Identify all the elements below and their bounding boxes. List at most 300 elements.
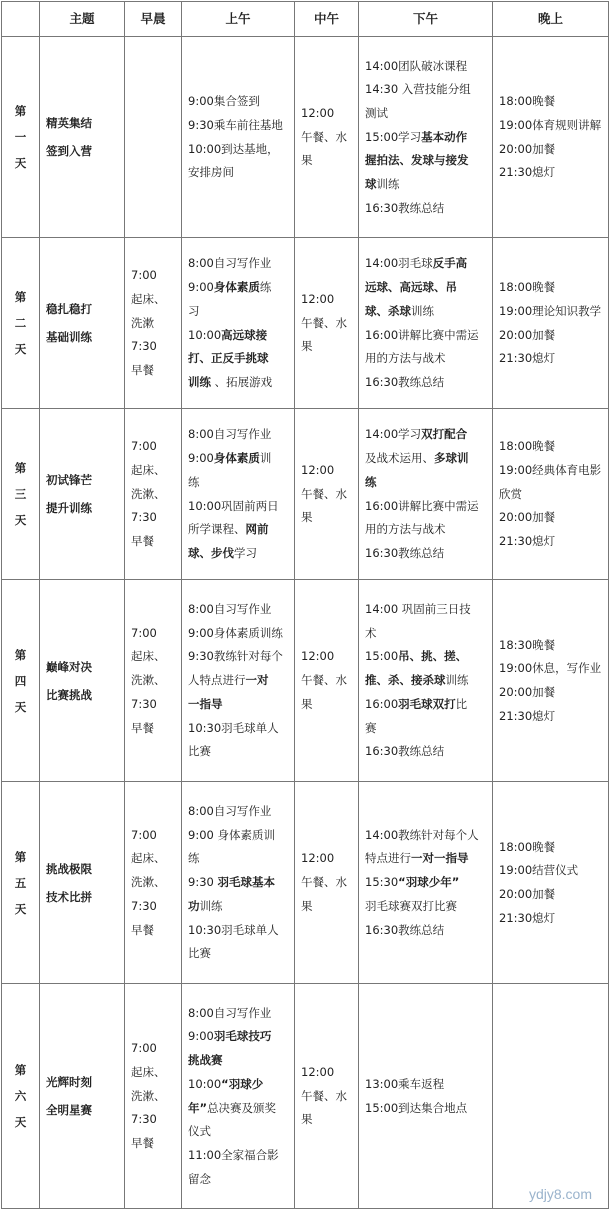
morning-line bbox=[188, 1171, 288, 1188]
afternoon-line bbox=[365, 129, 486, 146]
theme-line: 比赛挑战 bbox=[46, 687, 92, 702]
morning-line bbox=[188, 1100, 288, 1117]
text-segment: 特点进行 bbox=[365, 851, 411, 866]
bold-text: 球、杀球 bbox=[365, 303, 411, 318]
day-label-char: 第 bbox=[14, 104, 27, 118]
early-morning-line: 7:00 bbox=[131, 439, 157, 454]
day-row bbox=[2, 409, 609, 580]
text-segment: 8:00自习写作业 bbox=[188, 427, 272, 442]
evening-line: 21:30熄灯 bbox=[499, 708, 556, 723]
text-segment: 训练 bbox=[199, 898, 223, 913]
evening-cell bbox=[493, 238, 609, 409]
early-morning-cell bbox=[125, 37, 182, 238]
text-segment: 人特点进行 bbox=[188, 673, 246, 688]
morning-line bbox=[188, 874, 288, 891]
header-row bbox=[2, 2, 609, 37]
text-segment: 14:00羽毛球 bbox=[365, 256, 433, 271]
morning-line bbox=[188, 1052, 288, 1069]
text-segment: 学习 bbox=[234, 545, 257, 560]
evening-line: 19:00休息，写作业 bbox=[499, 661, 602, 676]
theme-line: 提升训练 bbox=[46, 501, 92, 515]
evening-line: 19:00理论知识教学 bbox=[499, 303, 602, 318]
evening-line: 18:00晚餐 bbox=[499, 94, 556, 109]
day-label bbox=[2, 580, 40, 782]
text-segment: 训练 bbox=[411, 303, 434, 318]
text-segment: 9:00 bbox=[188, 280, 214, 295]
theme-cell bbox=[40, 984, 125, 1209]
noon-line: 午餐、水 bbox=[301, 1088, 347, 1103]
morning-line bbox=[188, 374, 288, 391]
noon-line: 午餐、水 bbox=[301, 315, 347, 330]
bold-text: 高远球接 bbox=[221, 327, 268, 342]
afternoon-line bbox=[365, 152, 486, 169]
day-row bbox=[2, 37, 609, 238]
morning-line bbox=[188, 672, 288, 689]
noon-line: 午餐、水 bbox=[301, 129, 347, 144]
afternoon-cell bbox=[359, 580, 493, 782]
evening-cell bbox=[493, 984, 609, 1209]
early-morning-line: 7:00 bbox=[131, 1041, 157, 1056]
morning-line bbox=[188, 922, 288, 939]
morning-cell bbox=[182, 238, 295, 409]
theme-line: 基础训练 bbox=[46, 330, 92, 344]
noon-line: 12:00 bbox=[301, 105, 335, 120]
theme-line: 精英集结 bbox=[46, 116, 92, 130]
early-morning-line: 早餐 bbox=[131, 363, 154, 377]
early-morning-cell bbox=[125, 238, 182, 409]
afternoon-line bbox=[365, 850, 486, 867]
early-morning-line: 7:30 bbox=[131, 1112, 157, 1127]
header-cell-early-morning: 早晨 bbox=[125, 2, 182, 37]
text-segment: 15:30 bbox=[365, 875, 399, 890]
morning-line bbox=[188, 1028, 288, 1045]
morning-line bbox=[188, 350, 288, 367]
early-morning-line: 7:30 bbox=[131, 510, 157, 525]
morning-line bbox=[188, 141, 288, 158]
theme-cell bbox=[40, 37, 125, 238]
afternoon-line bbox=[365, 827, 486, 844]
afternoon-line bbox=[365, 720, 486, 737]
text-segment: 14:00学习 bbox=[365, 427, 422, 442]
noon-line: 午餐、水 bbox=[301, 875, 347, 890]
evening-line: 20:00加餐 bbox=[499, 141, 556, 156]
early-morning-line: 早餐 bbox=[131, 922, 154, 937]
early-morning-line: 7:30 bbox=[131, 898, 157, 913]
bold-text: 一对一指导 bbox=[411, 851, 469, 866]
noon-cell bbox=[295, 238, 359, 409]
text-segment: 训练 bbox=[445, 673, 469, 688]
afternoon-line bbox=[365, 743, 486, 760]
day-label bbox=[2, 37, 40, 238]
header-cell-afternoon: 下午 bbox=[359, 2, 493, 37]
evening-line: 21:30熄灯 bbox=[499, 534, 556, 548]
early-morning-line: 洗漱、 bbox=[131, 1088, 166, 1103]
morning-line bbox=[188, 426, 288, 443]
bold-text: 打、正反手挑球 bbox=[188, 351, 269, 366]
header-cell-noon: 中午 bbox=[295, 2, 359, 37]
bold-text: 羽毛球双打 bbox=[398, 696, 456, 711]
afternoon-cell bbox=[359, 37, 493, 238]
day-label-char: 三 bbox=[14, 487, 27, 501]
text-segment: 11:00全家福合影 bbox=[188, 1147, 279, 1162]
afternoon-line bbox=[365, 279, 486, 296]
bold-text: 一对 bbox=[245, 673, 269, 688]
afternoon-line bbox=[365, 1100, 486, 1117]
morning-line bbox=[188, 648, 288, 665]
morning-line bbox=[188, 898, 288, 915]
afternoon-line bbox=[365, 176, 486, 193]
text-segment: 练 bbox=[188, 851, 200, 866]
noon-line: 12:00 bbox=[301, 649, 335, 664]
morning-line bbox=[188, 450, 288, 467]
text-segment: 9:00身体素质训练 bbox=[188, 625, 283, 640]
text-segment: 比赛 bbox=[188, 946, 211, 961]
evening-line: 19:00经典体育电影 bbox=[499, 462, 602, 477]
day-label bbox=[2, 984, 40, 1209]
afternoon-cell bbox=[359, 409, 493, 580]
text-segment: 比 bbox=[455, 696, 468, 711]
text-segment: 8:00自习写作业 bbox=[188, 1005, 272, 1020]
afternoon-line bbox=[365, 898, 486, 915]
text-segment: 14:00团队破冰课程 bbox=[365, 58, 468, 73]
theme-line: 光辉时刻 bbox=[46, 1075, 92, 1089]
morning-line bbox=[188, 1123, 288, 1140]
noon-cell bbox=[295, 782, 359, 984]
schedule-table bbox=[1, 1, 609, 1209]
morning-line bbox=[188, 545, 288, 562]
day-label-char: 天 bbox=[14, 342, 27, 356]
bold-text: 羽毛球技巧 bbox=[213, 1029, 272, 1044]
morning-line bbox=[188, 1005, 288, 1022]
text-segment: 训 bbox=[259, 451, 272, 466]
early-morning-line: 起床、 bbox=[131, 462, 166, 477]
early-morning-line: 早餐 bbox=[131, 534, 154, 548]
afternoon-line bbox=[365, 545, 486, 562]
noon-line: 果 bbox=[301, 510, 313, 525]
morning-line bbox=[188, 521, 288, 538]
bold-text: 身体素质 bbox=[213, 451, 260, 466]
text-segment: 留念 bbox=[188, 1171, 211, 1186]
morning-line bbox=[188, 117, 288, 134]
evening-line: 20:00加餐 bbox=[499, 327, 556, 342]
text-segment: 9:30教练针对每个 bbox=[188, 649, 283, 664]
theme-cell bbox=[40, 580, 125, 782]
bold-text: 练 bbox=[365, 474, 377, 489]
noon-cell bbox=[295, 580, 359, 782]
morning-line bbox=[188, 696, 288, 713]
text-segment: 、拓展游戏 bbox=[211, 374, 273, 389]
afternoon-line bbox=[365, 350, 486, 367]
evening-line: 18:30晚餐 bbox=[499, 637, 556, 652]
noon-line: 12:00 bbox=[301, 851, 335, 866]
day-label-char: 第 bbox=[14, 1063, 27, 1077]
text-segment: 用的方法与战术 bbox=[365, 522, 446, 537]
text-segment: 16:30教练总结 bbox=[365, 922, 445, 937]
theme-line: 技术比拼 bbox=[46, 889, 92, 904]
evening-cell bbox=[493, 37, 609, 238]
theme-cell bbox=[40, 409, 125, 580]
day-label-char: 六 bbox=[14, 1089, 27, 1103]
bold-text: 网前 bbox=[245, 522, 269, 537]
text-segment: 15:00 bbox=[365, 649, 399, 664]
morning-line bbox=[188, 279, 288, 296]
afternoon-line bbox=[365, 105, 486, 122]
afternoon-line bbox=[365, 450, 486, 467]
evening-line: 21:30熄灯 bbox=[499, 910, 556, 925]
text-segment: 9:00 身体素质训 bbox=[188, 827, 275, 842]
text-segment: 及战术运用、 bbox=[365, 451, 434, 466]
evening-line: 18:00晚餐 bbox=[499, 280, 556, 295]
evening-line: 欣赏 bbox=[499, 486, 522, 501]
early-morning-line: 早餐 bbox=[131, 1136, 154, 1150]
afternoon-line bbox=[365, 327, 486, 344]
evening-line: 19:00结营仪式 bbox=[499, 863, 579, 878]
day-row bbox=[2, 984, 609, 1209]
afternoon-line bbox=[365, 81, 486, 98]
day-label-char: 第 bbox=[14, 647, 27, 662]
bold-text: 吊、挑、搓、 bbox=[398, 649, 468, 664]
bold-text: 基本动作 bbox=[421, 129, 468, 144]
bold-text: 球 bbox=[365, 177, 377, 191]
afternoon-cell bbox=[359, 782, 493, 984]
text-segment: 8:00自习写作业 bbox=[188, 804, 272, 819]
noon-line: 果 bbox=[301, 153, 313, 168]
afternoon-line bbox=[365, 1076, 486, 1093]
text-segment: 14:00教练针对每个人 bbox=[365, 827, 479, 842]
bold-text: 推、杀、接杀球 bbox=[365, 673, 446, 688]
day-row bbox=[2, 580, 609, 782]
evening-line: 20:00加餐 bbox=[499, 685, 556, 699]
bold-text: 年” bbox=[188, 1100, 208, 1115]
afternoon-cell bbox=[359, 984, 493, 1209]
day-label bbox=[2, 782, 40, 984]
afternoon-cell bbox=[359, 238, 493, 409]
morning-line bbox=[188, 720, 288, 737]
morning-line bbox=[188, 164, 288, 181]
text-segment: 10:00巩固前两日 bbox=[188, 498, 279, 513]
morning-cell bbox=[182, 580, 295, 782]
bold-text: 功 bbox=[188, 898, 200, 913]
morning-line bbox=[188, 327, 288, 344]
afternoon-line bbox=[365, 303, 486, 320]
afternoon-line bbox=[365, 922, 486, 939]
theme-line: 全明星赛 bbox=[46, 1103, 92, 1117]
day-label-char: 四 bbox=[14, 673, 27, 688]
day-label-char: 五 bbox=[14, 875, 27, 890]
early-morning-line: 7:00 bbox=[131, 827, 157, 842]
text-segment: 9:00 bbox=[188, 451, 214, 466]
morning-cell bbox=[182, 984, 295, 1209]
text-segment: 10:00 bbox=[188, 1076, 222, 1091]
bold-text: 反手高 bbox=[432, 256, 468, 271]
early-morning-line: 起床、 bbox=[131, 1064, 166, 1079]
early-morning-line: 洗漱 bbox=[131, 315, 154, 330]
day-label-char: 天 bbox=[14, 699, 27, 714]
header-cell-morning: 上午 bbox=[182, 2, 295, 37]
text-segment: 9:30乘车前往基地 bbox=[188, 117, 283, 132]
morning-line bbox=[188, 93, 288, 110]
afternoon-line bbox=[365, 521, 486, 538]
evening-line: 19:00体育规则讲解 bbox=[499, 117, 602, 132]
watermark: ydjy8.com bbox=[528, 1186, 592, 1202]
early-morning-line: 7:00 bbox=[131, 625, 157, 640]
day-label-char: 天 bbox=[14, 513, 27, 527]
bold-text: 双打配合 bbox=[421, 427, 468, 442]
early-morning-cell bbox=[125, 580, 182, 782]
header-cell-corner bbox=[2, 2, 40, 37]
noon-line: 果 bbox=[301, 1112, 313, 1127]
day-label-char: 一 bbox=[14, 130, 27, 144]
morning-line bbox=[188, 625, 288, 642]
day-label bbox=[2, 409, 40, 580]
text-segment: 用的方法与战术 bbox=[365, 351, 446, 366]
text-segment: 16:30教练总结 bbox=[365, 545, 445, 560]
morning-line bbox=[188, 474, 288, 491]
early-morning-line: 起床、 bbox=[131, 851, 166, 866]
text-segment: 比赛 bbox=[188, 744, 211, 759]
morning-line bbox=[188, 498, 288, 515]
text-segment: 8:00自习写作业 bbox=[188, 602, 272, 617]
noon-line: 午餐、水 bbox=[301, 673, 347, 688]
day-label-char: 天 bbox=[14, 901, 27, 916]
text-segment: 14:00 巩固前三日技 bbox=[365, 602, 471, 617]
noon-line: 果 bbox=[301, 898, 313, 913]
early-morning-line: 起床、 bbox=[131, 291, 166, 306]
afternoon-line bbox=[365, 601, 486, 618]
text-segment: 16:00 bbox=[365, 696, 399, 711]
bold-text: “羽球少 bbox=[221, 1076, 264, 1091]
evening-line: 20:00加餐 bbox=[499, 887, 556, 901]
bold-text: 一指导 bbox=[188, 696, 223, 711]
afternoon-line bbox=[365, 58, 486, 75]
text-segment: 10:00 bbox=[188, 327, 222, 342]
theme-line: 初试锋芒 bbox=[46, 473, 92, 487]
bold-text: “羽球少年” bbox=[398, 875, 460, 890]
morning-line bbox=[188, 743, 288, 760]
evening-cell bbox=[493, 782, 609, 984]
bold-text: 训练 bbox=[188, 374, 211, 389]
theme-line: 签到入营 bbox=[46, 144, 92, 158]
text-segment: 测试 bbox=[365, 105, 388, 120]
text-segment: 9:00 bbox=[188, 1029, 214, 1044]
early-morning-line: 洗漱、 bbox=[131, 486, 166, 501]
early-morning-line: 7:30 bbox=[131, 696, 157, 711]
bold-text: 挑战赛 bbox=[188, 1053, 223, 1068]
text-segment: 赛 bbox=[365, 720, 377, 735]
morning-line bbox=[188, 850, 288, 867]
text-segment: 练 bbox=[188, 474, 200, 489]
morning-line bbox=[188, 803, 288, 820]
noon-line: 12:00 bbox=[301, 1064, 335, 1079]
evening-line: 20:00加餐 bbox=[499, 510, 556, 525]
header-cell-theme: 主题 bbox=[40, 2, 125, 37]
day-label bbox=[2, 238, 40, 409]
early-morning-line: 洗漱、 bbox=[131, 875, 166, 890]
evening-line: 18:00晚餐 bbox=[499, 839, 556, 854]
text-segment: 10:30羽毛球单人 bbox=[188, 922, 279, 937]
text-segment: 练 bbox=[259, 280, 272, 295]
evening-cell bbox=[493, 580, 609, 782]
text-segment: 16:00讲解比赛中需运 bbox=[365, 327, 479, 342]
text-segment: 16:00讲解比赛中需运 bbox=[365, 498, 479, 513]
text-segment: 习 bbox=[188, 303, 200, 318]
theme-cell bbox=[40, 782, 125, 984]
morning-line bbox=[188, 1076, 288, 1093]
morning-line bbox=[188, 255, 288, 272]
noon-line: 12:00 bbox=[301, 462, 335, 477]
early-morning-line: 7:00 bbox=[131, 268, 157, 283]
text-segment: 羽毛球赛双打比赛 bbox=[365, 898, 457, 913]
day-label-char: 天 bbox=[14, 156, 27, 170]
afternoon-line bbox=[365, 672, 486, 689]
early-morning-line: 起床、 bbox=[131, 649, 166, 664]
bold-text: 远球、高远球、吊 bbox=[365, 280, 457, 295]
morning-line bbox=[188, 303, 288, 320]
early-morning-line: 7:30 bbox=[131, 339, 157, 354]
evening-line: 18:00晚餐 bbox=[499, 439, 556, 454]
evening-cell bbox=[493, 409, 609, 580]
header-cell-evening: 晚上 bbox=[493, 2, 609, 37]
afternoon-line bbox=[365, 426, 486, 443]
noon-cell bbox=[295, 37, 359, 238]
afternoon-line bbox=[365, 648, 486, 665]
afternoon-line bbox=[365, 200, 486, 217]
day-label-char: 第 bbox=[14, 461, 27, 475]
text-segment: 9:00集合签到 bbox=[188, 94, 260, 109]
text-segment: 15:00学习 bbox=[365, 129, 422, 144]
noon-line: 果 bbox=[301, 339, 313, 354]
day-label-char: 二 bbox=[14, 316, 27, 330]
noon-line: 12:00 bbox=[301, 291, 335, 306]
text-segment: 14:30 入营技能分组 bbox=[365, 82, 471, 97]
morning-line bbox=[188, 1147, 288, 1164]
morning-cell bbox=[182, 409, 295, 580]
afternoon-line bbox=[365, 374, 486, 391]
bold-text: 球、步伐 bbox=[188, 545, 234, 560]
noon-cell bbox=[295, 984, 359, 1209]
early-morning-cell bbox=[125, 984, 182, 1209]
evening-line: 21:30熄灯 bbox=[499, 165, 556, 180]
day-label-char: 第 bbox=[14, 849, 27, 864]
afternoon-line bbox=[365, 874, 486, 891]
morning-line bbox=[188, 601, 288, 618]
text-segment: 16:30教练总结 bbox=[365, 200, 445, 215]
text-segment: 8:00自习写作业 bbox=[188, 256, 272, 271]
text-segment: 13:00乘车返程 bbox=[365, 1076, 445, 1091]
day-row bbox=[2, 782, 609, 984]
afternoon-line bbox=[365, 474, 486, 491]
text-segment: 15:00到达集合地点 bbox=[365, 1100, 468, 1115]
text-segment: 仪式 bbox=[188, 1124, 211, 1139]
noon-line: 午餐、水 bbox=[301, 486, 347, 501]
text-segment: 安排房间 bbox=[188, 165, 234, 180]
theme-line: 巅峰对决 bbox=[46, 659, 92, 674]
bold-text: 握拍法、发球与接发 bbox=[365, 153, 469, 168]
noon-cell bbox=[295, 409, 359, 580]
theme-line: 挑战极限 bbox=[46, 861, 92, 876]
text-segment: 术 bbox=[365, 625, 377, 640]
text-segment: 总决赛及颁奖 bbox=[207, 1100, 277, 1115]
evening-line: 21:30熄灯 bbox=[499, 351, 556, 366]
day-label-char: 第 bbox=[14, 290, 27, 304]
morning-cell bbox=[182, 782, 295, 984]
afternoon-line bbox=[365, 625, 486, 642]
text-segment: 10:00到达基地， bbox=[188, 141, 279, 156]
afternoon-line bbox=[365, 255, 486, 272]
text-segment: 9:30 bbox=[188, 875, 218, 890]
bold-text: 身体素质 bbox=[213, 280, 260, 295]
noon-line: 果 bbox=[301, 696, 313, 711]
